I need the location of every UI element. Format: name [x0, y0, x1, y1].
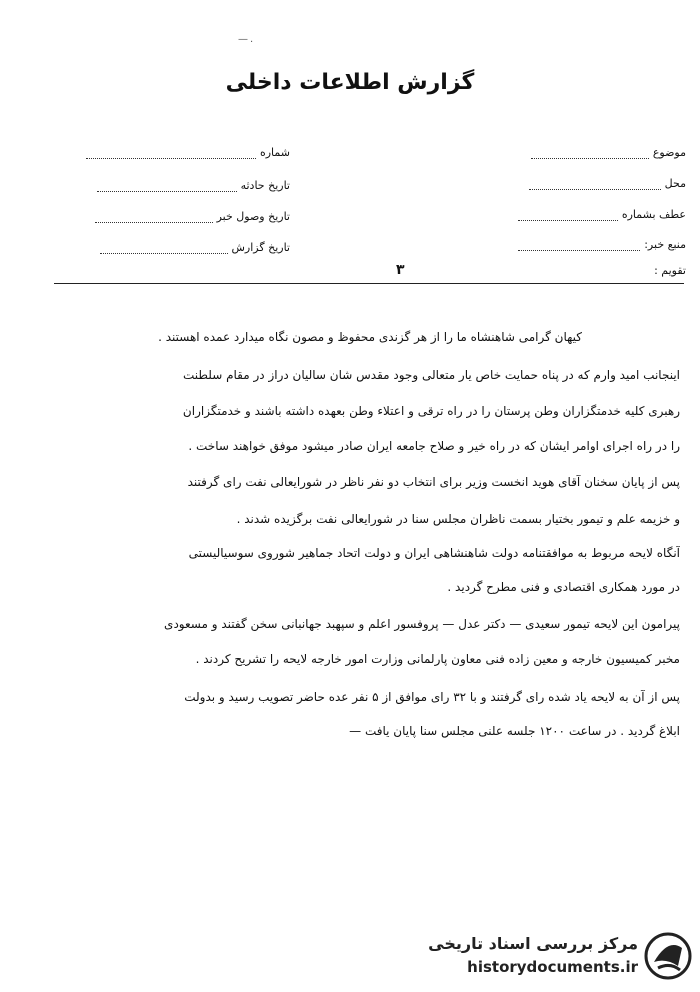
field-number-label: شماره [259, 146, 290, 159]
field-receipt-date-label: تاریخ وصول خبر [216, 210, 290, 223]
corner-mark: —. [238, 34, 256, 45]
archive-logo-icon [644, 932, 692, 980]
watermark [428, 930, 696, 986]
body-line: پس از آن به لایحه یاد شده رای گرفتند و با ۳۲ رای موافق از ۵ نفر عده حاضر تصویب رسید و بدولت [184, 690, 680, 704]
body-line: در مورد همکاری اقتصادی و فنی مطرح گردید . [447, 580, 680, 594]
report-title: گزارش اطلاعات داخلی [225, 70, 475, 95]
body-line: ابلاغ گردید . در ساعت ۱۲۰۰ جلسه علنی مجلس سنا پایان یافت — [349, 724, 680, 738]
body-line: اینجانب امید وارم که در پناه حمایت خاص یار متعالی وجود مقدس شان سالیان دراز در مقام سلطنت [183, 368, 680, 382]
body-line: و خزیمه علم و تیمور بختیار بسمت ناظران مجلس سنا در شورایعالی نفت برگزیده شدند . [236, 512, 680, 526]
body-line: کیهان گرامی شاهنشاه ما را از هر گزندی محفوظ و مصون نگاه میدارد عمده اهستند . [158, 330, 582, 344]
watermark-url: historydocuments.ir [467, 958, 638, 976]
page-number: ۳ [396, 262, 405, 278]
field-reference-label: عطف بشماره [621, 208, 686, 221]
field-place-label: محل [664, 177, 686, 190]
field-source-label: منبع خبر: [644, 238, 686, 251]
body-line: آنگاه لایحه مربوط به موافقتنامه دولت شاهنشاهی ایران و دولت اتحاد جماهیر شوروی سوسیالیستی [188, 546, 680, 560]
body-line: پیرامون این لایحه تیمور سعیدی — دکتر عدل — پروفسور اعلم و سپهبد جهانبانی سخن گفتند و مسعودی [164, 617, 680, 631]
body-line: پس از پایان سخنان آقای هوید انخست وزیر برای انتخاب دو نفر ناظر در شورایعالی نفت رای گرفتند [187, 475, 680, 489]
watermark-name: مرکز بررسی اسناد تاریخی [428, 934, 638, 953]
field-report-date-label: تاریخ گزارش [231, 241, 290, 254]
field-subject-label: موضوع [652, 146, 686, 159]
field-calendar-label: تقویم : [654, 264, 686, 277]
field-incident-date-label: تاریخ حادثه [240, 179, 290, 192]
body-line: مخبر کمیسیون خارجه و معین زاده فنی معاون پارلمانی وزارت امور خارجه لایحه را تشریح کردند . [195, 652, 680, 666]
body-line: رهبری کلیه خدمتگزاران وطن پرستان را در راه ترقی و اعتلاء وطن بعهده داشته باشند و خدمتگزاران [182, 404, 680, 418]
body-line: را در راه اجرای اوامر ایشان که در راه خیر و صلاح جامعه ایران صادر میشود موفق خواهند ساخت . [188, 439, 680, 453]
